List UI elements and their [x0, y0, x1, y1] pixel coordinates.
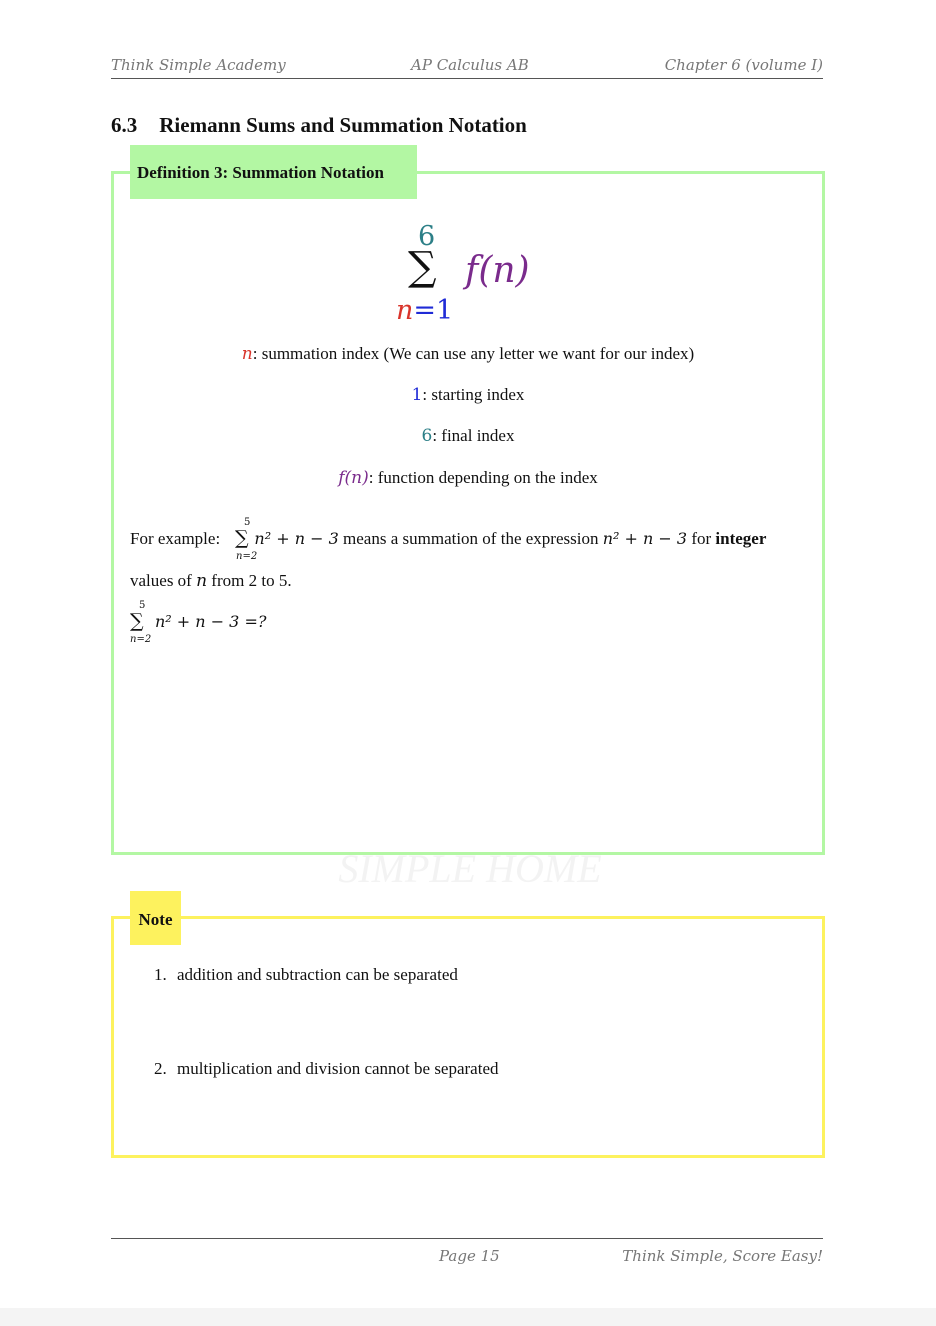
example-line-1	[130, 529, 766, 549]
item-symbol: n	[241, 344, 253, 364]
question-sigma-upper: 5	[139, 600, 146, 611]
section-number: 6.3	[111, 113, 138, 137]
example-line2-b: from 2 to 5.	[207, 571, 292, 590]
example-expression-2: n² + n − 3	[602, 529, 688, 548]
item-text: : starting index	[422, 385, 525, 404]
definition-item-final	[0, 426, 936, 446]
page-header	[111, 56, 823, 79]
definition-item-index	[0, 344, 936, 364]
formula-function: f(n)	[465, 250, 530, 291]
item-symbol: 1	[411, 385, 423, 405]
header-center-text: AP Calculus AB	[411, 56, 529, 74]
header-right-text: Chapter 6 (volume I)	[664, 56, 823, 74]
question-line	[155, 612, 266, 632]
item-symbol: 6	[421, 426, 433, 446]
section-heading	[111, 113, 527, 138]
header-left-text: Think Simple Academy	[111, 56, 286, 74]
question-sigma-lower: n=2	[130, 634, 152, 645]
example-middle-text: means a summation of the expression	[338, 529, 603, 548]
example-sigma-upper: 5	[244, 517, 251, 528]
footer-slogan: Think Simple, Score Easy!	[622, 1247, 823, 1265]
example-sigma-icon: ∑	[235, 527, 249, 549]
formula-start: 1	[436, 295, 454, 326]
footer-page-number: Page 15	[439, 1247, 500, 1265]
note-item-text: addition and subtraction can be separated	[177, 965, 458, 984]
example-line2-var: n	[196, 571, 208, 591]
question-expression: n² + n − 3 =?	[155, 612, 267, 631]
example-line-2	[130, 571, 292, 591]
sigma-symbol: ∑	[408, 244, 437, 290]
item-symbol: f(n)	[338, 468, 369, 488]
note-item-1	[154, 965, 458, 985]
note-item-text: multiplication and division cannot be separated	[177, 1059, 499, 1078]
example-prefix: For example:	[130, 529, 225, 548]
example-line2-a: values of	[130, 571, 197, 590]
example-bold-word: integer	[715, 529, 767, 548]
definition-item-start	[0, 385, 936, 405]
item-text: : summation index (We can use any letter we want for our index)	[252, 344, 695, 363]
page-footer	[111, 1238, 823, 1267]
section-title-text: Riemann Sums and Summation Notation	[159, 113, 527, 137]
question-sigma-icon: ∑	[130, 610, 144, 632]
definition-tag: Definition 3: Summation Notation	[130, 145, 417, 199]
example-sigma-lower: n=2	[236, 551, 258, 562]
note-item-2	[154, 1059, 499, 1079]
formula-index-var: n	[396, 295, 414, 326]
formula-equals: =	[413, 295, 437, 326]
note-box	[111, 916, 825, 1158]
example-for-text: for	[687, 529, 716, 548]
note-item-number: 2.	[154, 1059, 167, 1078]
formula-upper-limit: 6	[418, 221, 436, 252]
watermark-logo: SIMPLE HOME	[338, 846, 602, 891]
formula-lower-limit	[396, 295, 453, 326]
item-text: : function depending on the index	[368, 468, 598, 487]
item-text: : final index	[432, 426, 515, 445]
definition-item-function	[0, 468, 936, 488]
example-expression: n² + n − 3	[254, 529, 339, 548]
note-tag: Note	[130, 891, 181, 945]
note-item-number: 1.	[154, 965, 167, 984]
